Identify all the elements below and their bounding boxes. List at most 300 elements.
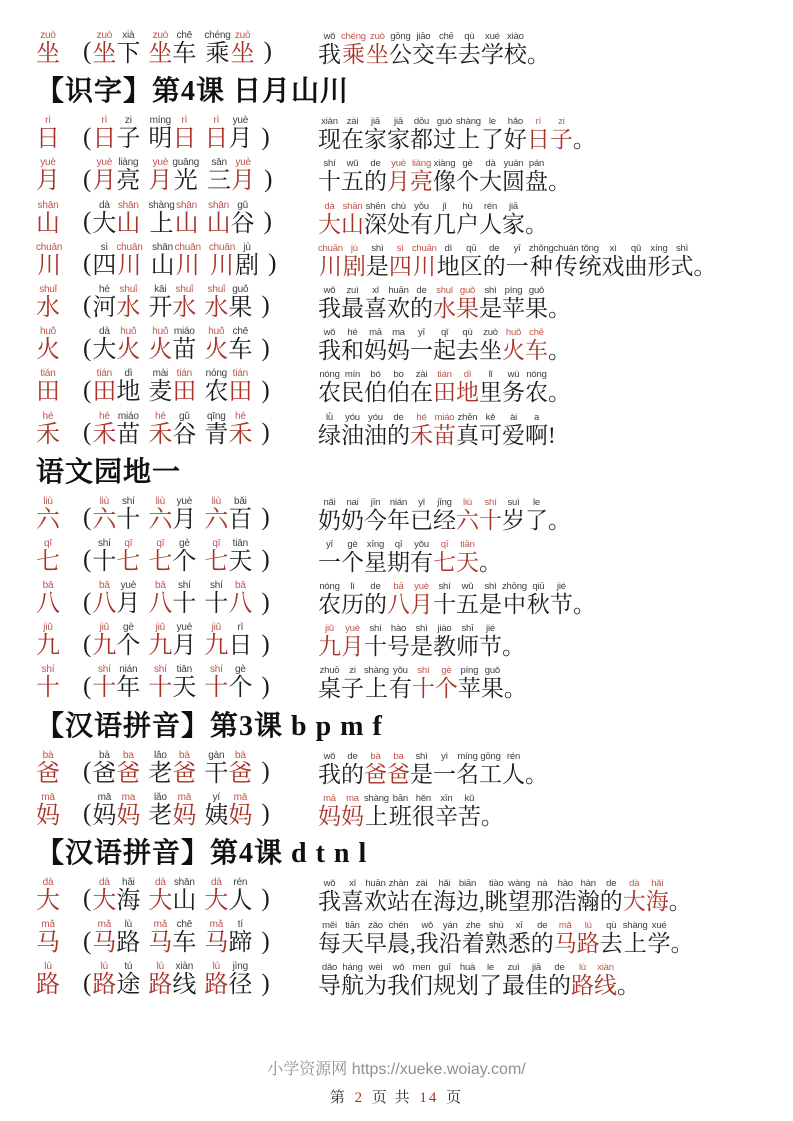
char-with-pinyin: 划huà bbox=[456, 962, 479, 999]
char-with-pinyin: 爸bà bbox=[92, 749, 117, 787]
example-sentence bbox=[318, 412, 767, 448]
word-list bbox=[82, 538, 318, 575]
worksheet-content bbox=[36, 30, 767, 999]
char-with-pinyin: 奶nai bbox=[341, 496, 364, 533]
char-with-pinyin: 上shàng bbox=[456, 116, 481, 153]
entry-row bbox=[36, 368, 767, 405]
char-with-pinyin: 姨yí bbox=[204, 791, 229, 829]
target-character bbox=[36, 115, 82, 152]
entry-row bbox=[36, 157, 767, 194]
char-with-pinyin: 在zài bbox=[341, 116, 364, 153]
char-with-pinyin: 河hé bbox=[92, 283, 117, 321]
char-with-pinyin: 个gè bbox=[228, 664, 253, 702]
entry-row bbox=[36, 664, 767, 701]
char-with-pinyin: 车chē bbox=[172, 30, 197, 67]
char-with-pinyin: 九jiǔ bbox=[148, 622, 173, 660]
char-with-pinyin: 苦kǔ bbox=[457, 792, 481, 829]
char-with-pinyin: 月yuè bbox=[172, 622, 197, 660]
entry-row bbox=[36, 580, 767, 617]
char-with-pinyin: 光guāng bbox=[172, 157, 200, 195]
example-sentence bbox=[318, 285, 767, 321]
word bbox=[148, 919, 196, 956]
char-with-pinyin: 妈ma bbox=[387, 327, 410, 364]
entry-row bbox=[36, 411, 767, 448]
entry-row bbox=[36, 115, 767, 152]
page-label-prefix: 第 bbox=[329, 1090, 347, 1106]
paren-close: ) bbox=[264, 165, 273, 193]
char-with-pinyin: 导dǎo bbox=[318, 962, 341, 999]
char-with-pinyin: 我wǒ bbox=[318, 750, 341, 787]
char-with-pinyin: 坐zuò bbox=[92, 30, 117, 67]
char-with-pinyin: 农nóng bbox=[318, 369, 341, 406]
char-with-pinyin: 九jiǔ bbox=[204, 622, 229, 660]
char-with-pinyin: 麦mài bbox=[148, 368, 173, 406]
char-with-pinyin: 十shí bbox=[204, 580, 229, 618]
word-list bbox=[82, 200, 318, 237]
paren-close: ) bbox=[261, 376, 270, 404]
char-with-pinyin: 妈mā bbox=[364, 327, 387, 364]
word bbox=[148, 496, 196, 533]
char-with-pinyin: 月yuè bbox=[172, 495, 197, 533]
char-with-pinyin: 的de bbox=[341, 750, 364, 787]
char-with-pinyin: 海hǎi bbox=[645, 878, 669, 915]
char-with-pinyin: 十shí bbox=[92, 664, 117, 702]
char-with-pinyin: 子zi bbox=[116, 115, 141, 153]
char-with-pinyin: 奶nǎi bbox=[318, 496, 341, 533]
char-with-pinyin: 地dì bbox=[116, 368, 141, 406]
word bbox=[204, 750, 252, 787]
char-with-pinyin: 经jīng bbox=[433, 496, 456, 533]
word bbox=[148, 411, 196, 448]
example-sentence bbox=[318, 581, 767, 617]
paren-open: ( bbox=[83, 927, 92, 955]
example-sentence bbox=[318, 878, 767, 914]
target-character bbox=[36, 961, 82, 998]
char-with-pinyin: 了le bbox=[479, 962, 502, 999]
char-with-pinyin: 式shì bbox=[670, 242, 694, 279]
char-with-pinyin: 班bān bbox=[388, 792, 412, 829]
entry-row bbox=[36, 538, 767, 575]
char-with-pinyin: 山shān bbox=[341, 200, 364, 237]
char-with-pinyin: 七qī bbox=[148, 537, 173, 575]
paren-open: ( bbox=[83, 292, 92, 320]
char-with-pinyin: 中zhōng bbox=[502, 581, 527, 618]
char-with-pinyin: 。 bbox=[670, 931, 694, 957]
char-with-pinyin: 很hěn bbox=[411, 792, 435, 829]
char-with-pinyin: 佳jiā bbox=[525, 962, 548, 999]
char-with-pinyin: 人rén bbox=[502, 750, 525, 787]
paren-close: ) bbox=[261, 630, 270, 658]
char-with-pinyin: 苗miáo bbox=[433, 411, 456, 448]
paren-close: ) bbox=[261, 418, 270, 446]
char-with-pinyin: 十shí bbox=[92, 537, 117, 575]
char-with-pinyin: 大dà bbox=[148, 877, 173, 914]
char-with-pinyin: 马mǎ bbox=[204, 919, 229, 957]
char-with-pinyin: 深shēn bbox=[364, 200, 387, 237]
char-with-pinyin: 我wǒ bbox=[318, 878, 341, 915]
char-with-pinyin: 三sān bbox=[207, 157, 232, 195]
char-with-pinyin: 。 bbox=[548, 338, 571, 364]
word bbox=[148, 284, 196, 321]
char-with-pinyin: 眺tiào bbox=[484, 878, 508, 915]
char-with-pinyin: 像xiàng bbox=[433, 158, 456, 195]
char-with-pinyin: 个gè bbox=[434, 665, 458, 702]
word bbox=[207, 157, 255, 194]
paren-open: ( bbox=[83, 376, 92, 404]
target-character bbox=[36, 877, 82, 914]
word bbox=[92, 750, 140, 787]
char-with-pinyin: 十shí bbox=[433, 581, 456, 618]
char-with-pinyin: 有yǒu bbox=[388, 665, 412, 702]
word bbox=[148, 961, 196, 998]
char-with-pinyin: 老lǎo bbox=[148, 749, 173, 787]
word bbox=[209, 242, 259, 279]
total-label: 共 bbox=[394, 1090, 412, 1106]
target-character bbox=[36, 157, 82, 194]
char-with-pinyin: 爸bà bbox=[172, 749, 197, 787]
char-with-pinyin: 的de bbox=[482, 242, 506, 279]
char-with-pinyin: 禾hé bbox=[410, 411, 433, 448]
word bbox=[204, 664, 252, 701]
target-character bbox=[36, 326, 82, 363]
word bbox=[148, 664, 196, 701]
target-character bbox=[36, 368, 82, 405]
char-with-pinyin: 了le bbox=[525, 496, 548, 533]
word bbox=[92, 919, 140, 956]
char-with-pinyin: 七qī bbox=[433, 538, 456, 575]
char-with-pinyin: 历lì bbox=[341, 581, 364, 618]
char-with-pinyin: 乘chéng bbox=[341, 31, 366, 68]
char-with-pinyin: 爸ba bbox=[116, 749, 141, 787]
char-with-pinyin: 去qù bbox=[456, 327, 479, 364]
char-with-pinyin: 的de bbox=[548, 962, 571, 999]
char-with-pinyin: 上shàng bbox=[622, 920, 648, 957]
char-with-pinyin: 坐zuò bbox=[36, 30, 60, 67]
char-with-pinyin: 岁suì bbox=[502, 496, 525, 533]
char-with-pinyin: 。 bbox=[548, 507, 571, 533]
char-with-pinyin: 。 bbox=[526, 42, 550, 68]
char-with-pinyin: 户hù bbox=[456, 200, 479, 237]
section-heading: 【汉语拼音】第4课 d t n l bbox=[36, 838, 368, 869]
example-sentence bbox=[318, 751, 767, 787]
section-heading: 语文园地一 bbox=[36, 456, 182, 488]
word bbox=[92, 326, 140, 363]
char-with-pinyin: 七qī bbox=[36, 537, 60, 575]
char-with-pinyin: 田tián bbox=[228, 368, 253, 406]
char-with-pinyin: 月yuè bbox=[387, 158, 410, 195]
char-with-pinyin: 八bā bbox=[387, 581, 410, 618]
char-with-pinyin: 坐zuò bbox=[230, 30, 255, 67]
char-with-pinyin: 百bǎi bbox=[228, 495, 253, 533]
char-with-pinyin: 火huǒ bbox=[502, 327, 525, 364]
char-with-pinyin: 在zài bbox=[410, 878, 433, 915]
word bbox=[92, 30, 140, 67]
char-with-pinyin: 五wǔ bbox=[341, 158, 364, 195]
char-with-pinyin: 山shān bbox=[36, 199, 60, 237]
char-with-pinyin: 车chē bbox=[228, 326, 253, 364]
page-label-suffix: 页 bbox=[446, 1090, 464, 1106]
char-with-pinyin: 十shí bbox=[148, 664, 173, 702]
entry-row bbox=[36, 961, 767, 998]
entry-row bbox=[36, 622, 767, 659]
char-with-pinyin: 谷gǔ bbox=[172, 410, 197, 448]
word bbox=[92, 115, 140, 152]
char-with-pinyin: 途tú bbox=[116, 961, 141, 999]
word bbox=[92, 284, 140, 321]
char-with-pinyin: 日rì bbox=[92, 115, 117, 153]
char-with-pinyin: 八bā bbox=[228, 580, 253, 618]
char-with-pinyin: 大dà bbox=[479, 158, 502, 195]
char-with-pinyin: 车chē bbox=[172, 919, 197, 957]
word bbox=[92, 157, 140, 194]
char-with-pinyin: 航háng bbox=[341, 962, 364, 999]
char-with-pinyin: 天tiān bbox=[172, 664, 197, 702]
site-credit: 小学资源网 https://xueke.woiay.com/ bbox=[267, 1061, 526, 1078]
target-character bbox=[36, 750, 82, 787]
char-with-pinyin: 山shān bbox=[116, 199, 141, 237]
char-with-pinyin: 路lù bbox=[204, 961, 229, 999]
word bbox=[204, 368, 252, 405]
example-sentence bbox=[318, 623, 767, 659]
char-with-pinyin: 老lǎo bbox=[148, 791, 173, 829]
char-with-pinyin: 。 bbox=[548, 380, 571, 406]
section-heading: 【识字】第4课 日月山川 bbox=[36, 76, 350, 108]
char-with-pinyin: 川chuān bbox=[36, 241, 63, 279]
char-with-pinyin: 我wǒ bbox=[318, 31, 341, 68]
paren-close: ) bbox=[261, 504, 270, 532]
char-with-pinyin: 马mǎ bbox=[148, 919, 173, 957]
target-character bbox=[36, 792, 82, 829]
char-with-pinyin: 学xué bbox=[480, 31, 504, 68]
char-with-pinyin: 名míng bbox=[456, 750, 479, 787]
entry-row bbox=[36, 792, 767, 829]
char-with-pinyin: 我wǒ bbox=[387, 962, 410, 999]
char-with-pinyin: 坐zuò bbox=[479, 327, 502, 364]
char-with-pinyin: 月yuè bbox=[36, 157, 60, 195]
char-with-pinyin: 爱ài bbox=[502, 411, 525, 448]
char-with-pinyin: 是shì bbox=[479, 581, 502, 618]
paren-open: ( bbox=[83, 672, 92, 700]
char-with-pinyin: 妈mā bbox=[36, 791, 60, 829]
char-with-pinyin: 水shuǐ bbox=[172, 283, 197, 321]
word bbox=[204, 411, 252, 448]
char-with-pinyin: 秋qiū bbox=[526, 581, 550, 618]
char-with-pinyin: 田tián bbox=[172, 368, 197, 406]
word bbox=[148, 368, 196, 405]
char-with-pinyin: 桌zhuō bbox=[318, 665, 341, 702]
char-with-pinyin: 六liù bbox=[36, 495, 60, 533]
char-with-pinyin: 月yuè bbox=[116, 580, 141, 618]
char-with-pinyin: 八bā bbox=[36, 580, 60, 618]
char-with-pinyin: 十shí bbox=[479, 496, 502, 533]
char-with-pinyin: 起qǐ bbox=[433, 327, 456, 364]
entry-row bbox=[36, 496, 767, 533]
char-with-pinyin: 爸ba bbox=[387, 750, 410, 787]
char-with-pinyin: 农nóng bbox=[525, 369, 548, 406]
example-sentence bbox=[318, 201, 767, 237]
char-with-pinyin: 禾hé bbox=[228, 410, 253, 448]
char-with-pinyin: 苗miáo bbox=[116, 410, 141, 448]
char-with-pinyin: 种zhǒng bbox=[528, 242, 554, 279]
word-list bbox=[82, 284, 318, 321]
char-with-pinyin: 节jié bbox=[549, 581, 573, 618]
char-with-pinyin: 人rén bbox=[228, 877, 253, 914]
target-character bbox=[36, 538, 82, 575]
char-with-pinyin: 马mǎ bbox=[36, 919, 60, 957]
char-with-pinyin: 。 bbox=[480, 803, 504, 829]
char-with-pinyin: 期qī bbox=[387, 538, 410, 575]
entry-row bbox=[36, 919, 767, 956]
char-with-pinyin: 是shì bbox=[479, 284, 502, 321]
char-with-pinyin: 地dì bbox=[456, 369, 479, 406]
char-with-pinyin: 大dà bbox=[204, 877, 229, 914]
char-with-pinyin: 亮liàng bbox=[410, 158, 433, 195]
word bbox=[92, 368, 140, 405]
char-with-pinyin: 山shān bbox=[206, 199, 231, 237]
example-sentence bbox=[318, 158, 767, 194]
char-with-pinyin: 水shuǐ bbox=[116, 283, 141, 321]
char-with-pinyin: 六liù bbox=[148, 495, 173, 533]
char-with-pinyin: 个gè bbox=[456, 158, 479, 195]
entry-row bbox=[36, 200, 767, 237]
char-with-pinyin: 节jié bbox=[479, 623, 502, 660]
page-number: 2 bbox=[354, 1090, 365, 1106]
char-with-pinyin: 禾hé bbox=[36, 410, 60, 448]
word bbox=[92, 538, 140, 575]
char-with-pinyin: 在zài bbox=[410, 369, 433, 406]
paren-close: ) bbox=[268, 250, 277, 278]
char-with-pinyin: 子zi bbox=[341, 665, 364, 702]
char-with-pinyin: 边biān bbox=[456, 878, 479, 915]
word bbox=[204, 919, 252, 956]
char-with-pinyin: 年nián bbox=[116, 664, 141, 702]
char-with-pinyin: 。 bbox=[572, 127, 596, 153]
char-with-pinyin: 下xià bbox=[116, 30, 141, 67]
char-with-pinyin: 亮liàng bbox=[116, 157, 141, 195]
char-with-pinyin: 路lù bbox=[116, 919, 141, 957]
char-with-pinyin: 个gè bbox=[341, 538, 364, 575]
char-with-pinyin: 月yuè bbox=[341, 623, 364, 660]
word bbox=[92, 664, 140, 701]
char-with-pinyin: 山shān bbox=[174, 199, 199, 237]
paren-open: ( bbox=[83, 165, 92, 193]
word bbox=[148, 30, 196, 67]
char-with-pinyin: 八bā bbox=[92, 580, 117, 618]
char-with-pinyin: 沿yán bbox=[438, 920, 462, 957]
char-with-pinyin: 海hǎi bbox=[116, 877, 141, 914]
char-with-pinyin: 天tiān bbox=[456, 538, 479, 575]
char-with-pinyin: 大dà bbox=[318, 200, 341, 237]
char-with-pinyin: 学xué bbox=[647, 920, 671, 957]
char-with-pinyin: 月yuè bbox=[228, 115, 253, 153]
char-with-pinyin: 区qū bbox=[459, 242, 483, 279]
char-with-pinyin: 川chuān bbox=[116, 241, 143, 279]
char-with-pinyin: 民mín bbox=[341, 369, 364, 406]
word bbox=[148, 157, 199, 194]
char-with-pinyin: 曲qǔ bbox=[624, 242, 648, 279]
char-with-pinyin: 农nóng bbox=[204, 368, 229, 406]
char-with-pinyin: , bbox=[410, 931, 416, 957]
char-with-pinyin: 。 bbox=[502, 634, 525, 660]
char-with-pinyin: 爸bà bbox=[228, 749, 253, 787]
char-with-pinyin: 蹄tí bbox=[228, 919, 253, 957]
char-with-pinyin: 九jiǔ bbox=[36, 622, 60, 660]
example-sentence bbox=[318, 31, 767, 67]
char-with-pinyin: 都dōu bbox=[410, 116, 433, 153]
char-with-pinyin: 的de bbox=[410, 284, 433, 321]
char-with-pinyin: 妈ma bbox=[341, 792, 364, 829]
char-with-pinyin: 路lù bbox=[148, 961, 173, 999]
paren-close: ) bbox=[261, 758, 270, 786]
char-with-pinyin: 十shí bbox=[204, 664, 229, 702]
char-with-pinyin: 欢huān bbox=[364, 878, 387, 915]
char-with-pinyin: 水shuǐ bbox=[433, 284, 456, 321]
char-with-pinyin: 干gàn bbox=[204, 749, 229, 787]
char-with-pinyin: 熟shú bbox=[484, 920, 508, 957]
paren-open: ( bbox=[83, 123, 92, 151]
char-with-pinyin: 个gè bbox=[116, 622, 141, 660]
char-with-pinyin: 山shān bbox=[150, 241, 175, 279]
char-with-pinyin: 九jiǔ bbox=[318, 623, 341, 660]
word bbox=[204, 961, 252, 998]
char-with-pinyin: 水shuǐ bbox=[204, 283, 229, 321]
char-with-pinyin: 工gōng bbox=[479, 750, 502, 787]
char-with-pinyin: 马mǎ bbox=[92, 919, 117, 957]
char-with-pinyin: 月yuè bbox=[410, 581, 433, 618]
paren-close: ) bbox=[261, 927, 270, 955]
paren-close: ) bbox=[261, 123, 270, 151]
word bbox=[204, 30, 254, 67]
char-with-pinyin: 四sì bbox=[92, 241, 117, 279]
char-with-pinyin: 一yì bbox=[433, 750, 456, 787]
char-with-pinyin: 剧jù bbox=[235, 241, 260, 279]
char-with-pinyin: 大dà bbox=[622, 878, 646, 915]
word bbox=[92, 496, 140, 533]
paren-close: ) bbox=[261, 588, 270, 616]
char-with-pinyin: 现xiàn bbox=[318, 116, 341, 153]
char-with-pinyin: 坐zuò bbox=[365, 31, 389, 68]
char-with-pinyin: 线xiàn bbox=[172, 961, 197, 999]
char-with-pinyin: 路lù bbox=[92, 961, 117, 999]
paren-open: ( bbox=[83, 800, 92, 828]
word bbox=[148, 538, 196, 575]
char-with-pinyin: 九jiǔ bbox=[92, 622, 117, 660]
paren-close: ) bbox=[261, 334, 270, 362]
word bbox=[204, 326, 252, 363]
word bbox=[148, 750, 196, 787]
char-with-pinyin: 妈mā bbox=[228, 791, 253, 829]
word bbox=[92, 877, 140, 914]
char-with-pinyin: 火huǒ bbox=[204, 326, 229, 364]
char-with-pinyin: 苹píng bbox=[502, 284, 525, 321]
target-character bbox=[36, 919, 82, 956]
word-list bbox=[82, 622, 318, 659]
entry-row bbox=[36, 877, 767, 914]
char-with-pinyin: 油yóu bbox=[341, 411, 364, 448]
char-with-pinyin: 规guī bbox=[433, 962, 456, 999]
target-character bbox=[36, 580, 82, 617]
word-list bbox=[82, 919, 318, 956]
section-heading: 【汉语拼音】第3课 b p m f bbox=[36, 710, 383, 742]
char-with-pinyin: 乘chéng bbox=[204, 30, 231, 67]
example-sentence bbox=[318, 665, 767, 701]
paren-close: ) bbox=[261, 800, 270, 828]
word bbox=[92, 622, 140, 659]
char-with-pinyin: 。 bbox=[693, 253, 717, 279]
target-character bbox=[36, 622, 82, 659]
target-character bbox=[36, 242, 82, 279]
char-with-pinyin: 青qīng bbox=[204, 410, 229, 448]
